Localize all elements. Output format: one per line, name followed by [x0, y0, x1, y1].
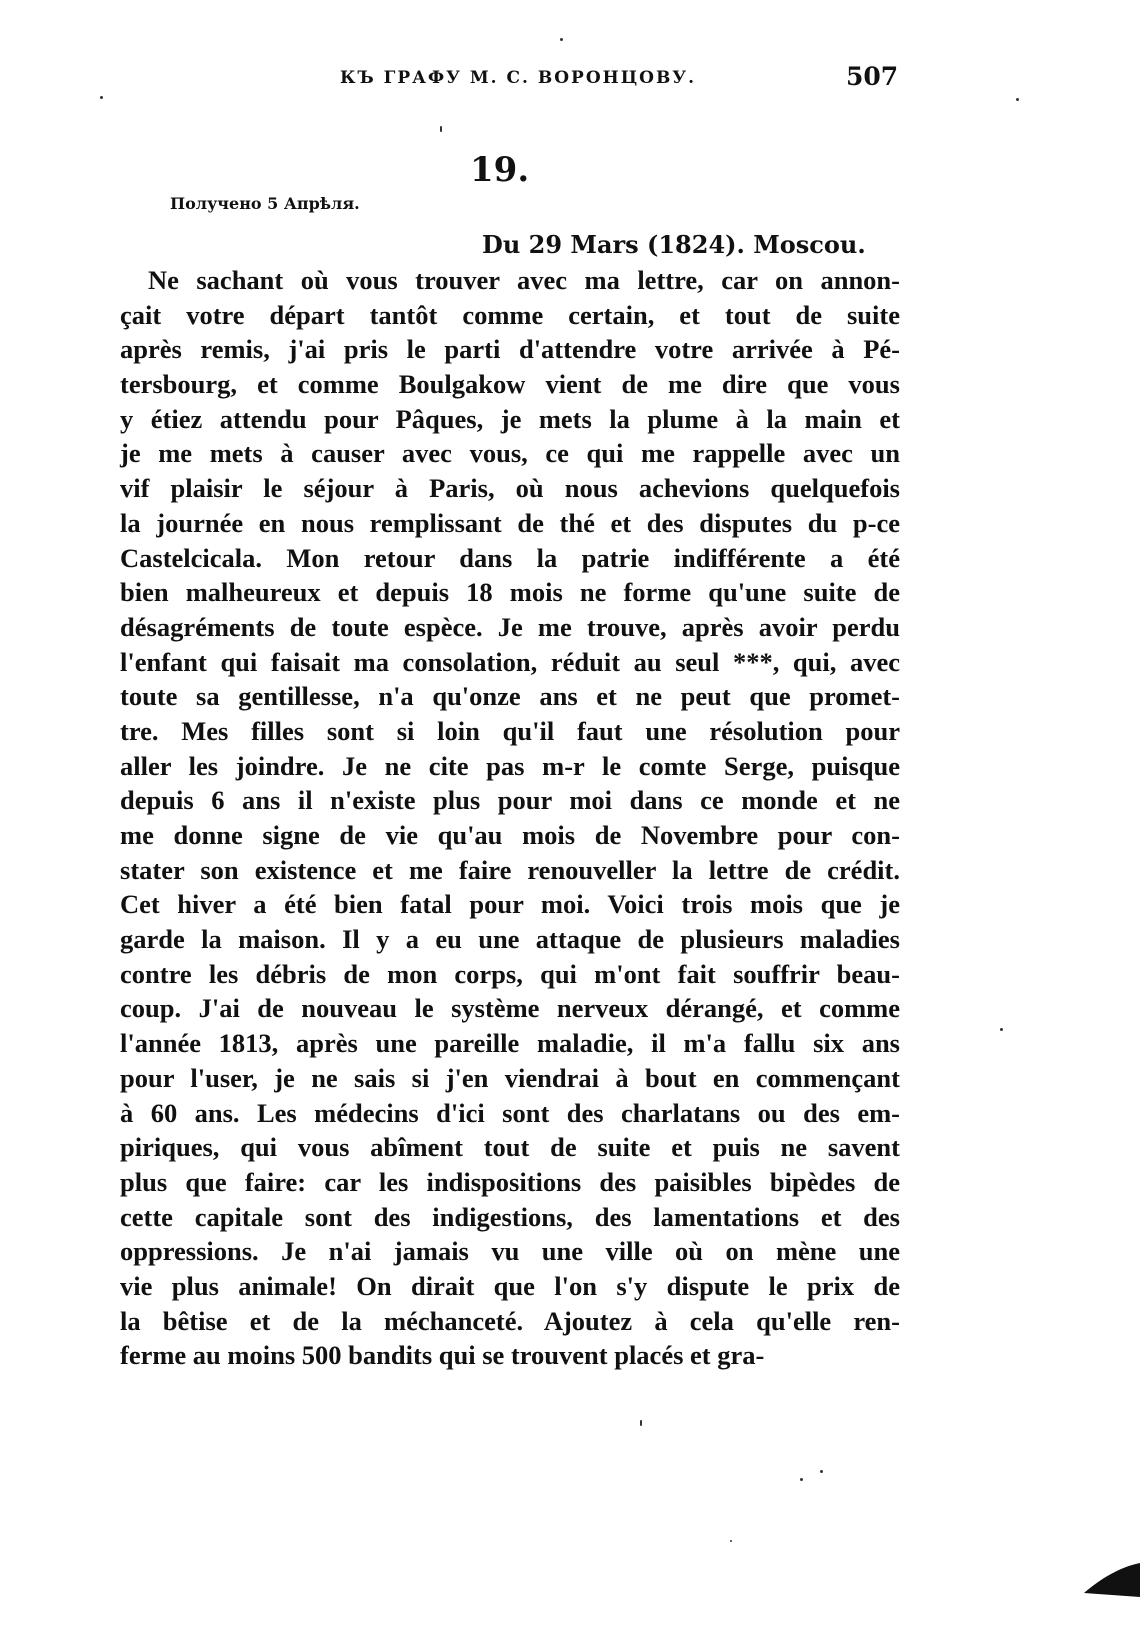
body-line: Castelcicala. Mon retour dans la patrie indifférente a été: [120, 542, 900, 573]
body-line: Cet hiver a été bien fatal pour moi. Voici trois mois que je: [120, 889, 900, 920]
body-line: aller les joindre. Je ne cite pas m-r le comte Serge, puisque: [120, 750, 900, 781]
date-line: Du 29 Mars (1824). Moscou.: [482, 230, 866, 259]
body-line: bien malheureux et depuis 18 mois ne forme qu'une suite de: [120, 577, 900, 608]
received-note: Получено 5 Апрѣля.: [170, 194, 360, 213]
scan-speck: [440, 126, 442, 132]
body-line: coup. J'ai de nouveau le système nerveux dérangé, et comme: [120, 993, 900, 1024]
body-line: la bêtise et de la méchanceté. Ajoutez à cela qu'elle ren-: [120, 1305, 900, 1336]
body-line: vif plaisir le séjour à Paris, où nous achevions quelquefois: [120, 473, 900, 504]
letter-number: 19.: [470, 150, 530, 190]
body-line: après remis, j'ai pris le parti d'attendre votre arrivée à Pé-: [120, 334, 900, 365]
running-title: КЪ ГРАФУ М. С. ВОРОНЦОВУ.: [340, 68, 697, 88]
body-line: l'enfant qui faisait ma consolation, réduit au seul ***, qui, avec: [120, 646, 900, 677]
body-line: oppressions. Je n'ai jamais vu une ville où on mène une: [120, 1236, 900, 1267]
body-line: plus que faire: car les indispositions des paisibles bipèdes de: [120, 1166, 900, 1197]
body-line: contre les débris de mon corps, qui m'ont fait souffrir beau-: [120, 958, 900, 989]
body-line: toute sa gentillesse, n'a qu'onze ans et ne peut que promet-: [120, 681, 900, 712]
body-line: ferme au moins 500 bandits qui se trouvent placés et gra-: [120, 1340, 765, 1371]
body-line: tersbourg, et comme Boulgakow vient de me dire que vous: [120, 369, 900, 400]
scan-speck: [800, 1478, 803, 1481]
letter-body: [120, 263, 900, 1373]
body-line: garde la maison. Il y a eu une attaque de plusieurs maladies: [120, 924, 900, 955]
body-line: tre. Mes filles sont si loin qu'il faut une résolution pour: [120, 715, 900, 746]
scan-corner-mark: [1070, 1557, 1140, 1597]
body-line: pour l'user, je ne sais si j'en viendrai à bout en commençant: [120, 1062, 900, 1093]
scan-speck: [1016, 98, 1019, 101]
scan-speck: [1000, 1028, 1003, 1031]
scan-speck: [730, 1540, 732, 1542]
body-line: désagréments de toute espèce. Je me trouve, après avoir perdu: [120, 611, 900, 642]
page-number: 507: [846, 62, 899, 91]
body-line: piriques, qui vous abîment tout de suite et puis ne savent: [120, 1132, 900, 1163]
body-line: je me mets à causer avec vous, ce qui me rappelle avec un: [120, 438, 900, 469]
scan-speck: [100, 96, 103, 99]
body-line: y étiez attendu pour Pâques, je mets la plume à la main et: [120, 403, 900, 434]
body-line: me donne signe de vie qu'au mois de Novembre pour con-: [120, 820, 900, 850]
body-line: çait votre départ tantôt comme certain, et tout de suite: [120, 299, 900, 330]
scan-speck: [560, 38, 563, 41]
scan-speck: [820, 1470, 823, 1473]
body-line: la journée en nous remplissant de thé et des disputes du p-ce: [120, 507, 900, 538]
body-line: à 60 ans. Les médecins d'ici sont des charlatans ou des em-: [120, 1097, 900, 1128]
body-line: depuis 6 ans il n'existe plus pour moi dans ce monde et ne: [120, 785, 900, 816]
body-line: vie plus animale! On dirait que l'on s'y dispute le prix de: [120, 1270, 900, 1301]
scan-speck: [640, 1420, 642, 1426]
body-line: cette capitale sont des indigestions, des lamentations et des: [120, 1201, 900, 1232]
body-line: l'année 1813, après une pareille maladie, il m'a fallu six ans: [120, 1028, 900, 1059]
body-line: Ne sachant où vous trouver avec ma lettre, car on annon-: [148, 265, 900, 295]
body-line: stater son existence et me faire renouveller la lettre de crédit.: [120, 854, 900, 885]
